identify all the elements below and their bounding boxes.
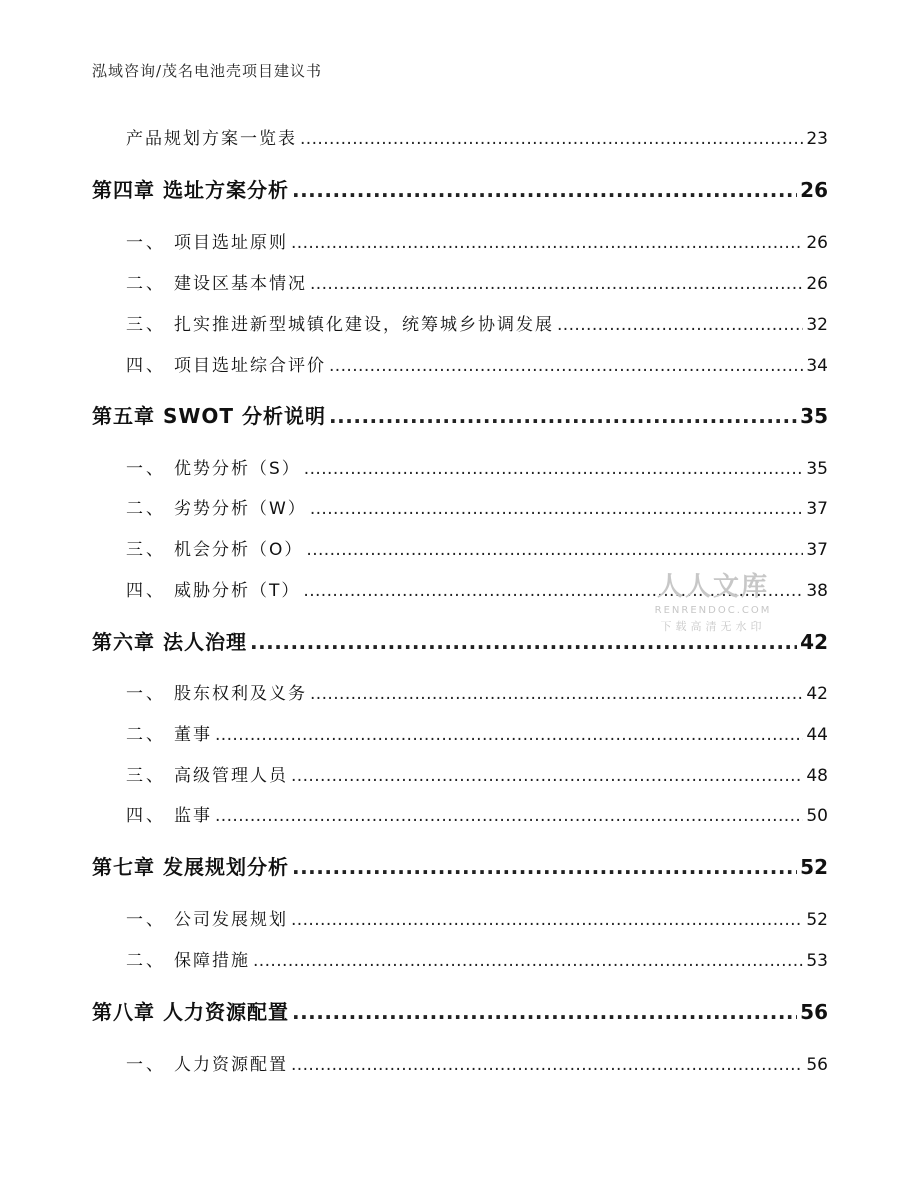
toc-entry-number: 四、: [126, 806, 166, 826]
toc-entry-number: 二、: [126, 499, 166, 519]
watermark-subtitle: 下载高清无水印: [660, 620, 766, 633]
toc-entry[interactable]: [126, 269, 828, 294]
toc-entry-label: 人力资源配置: [174, 1055, 288, 1075]
toc-entry[interactable]: [126, 1050, 828, 1075]
toc-entry-label: 扎实推进新型城镇化建设，统筹城乡协调发展: [174, 315, 554, 335]
toc-entry[interactable]: [126, 494, 828, 519]
toc-chapter[interactable]: [92, 851, 828, 880]
leader-dots: [291, 766, 803, 786]
toc-entry[interactable]: [126, 946, 828, 971]
toc-page-number: 53: [806, 951, 828, 971]
toc-entry[interactable]: [126, 720, 828, 745]
toc-entry-label: 威胁分析（T）: [174, 581, 301, 601]
toc-page-number: 50: [806, 806, 828, 826]
toc-page-number: 44: [806, 725, 828, 745]
toc-page-number: 26: [800, 178, 828, 202]
toc-entry-label: 项目选址原则: [174, 233, 288, 253]
leader-dots: [291, 1055, 803, 1075]
watermark-title: 人人文库: [656, 572, 769, 602]
leader-dots: [310, 684, 803, 704]
toc-page-number: 35: [800, 404, 828, 428]
leader-dots: [215, 806, 803, 826]
toc-entry-label: 建设区基本情况: [174, 274, 307, 294]
toc-entry-label: 产品规划方案一览表: [126, 129, 297, 149]
toc-page-number: 38: [806, 581, 828, 601]
toc-page-number: 52: [800, 855, 828, 879]
toc-entry[interactable]: [126, 761, 828, 786]
toc-page-number: 37: [806, 499, 828, 519]
toc-entry-number: 三、: [126, 315, 166, 335]
toc-chapter-title: 第六章 法人治理: [92, 630, 247, 654]
toc-entry-label: 监事: [174, 806, 212, 826]
toc-entry[interactable]: [126, 905, 828, 930]
toc-entry-number: 一、: [126, 684, 166, 704]
toc-entry-number: 一、: [126, 910, 166, 930]
toc-page-number: 34: [806, 356, 828, 376]
toc-page-number: 52: [806, 910, 828, 930]
toc-entry-label: 优势分析（S）: [174, 459, 301, 479]
toc-chapter-title: 第五章 SWOT 分析说明: [92, 404, 327, 428]
toc-entry-label: 机会分析（O）: [174, 540, 304, 560]
toc-entry-label: 项目选址综合评价: [174, 356, 326, 376]
toc-entry[interactable]: [126, 351, 828, 376]
leader-dots: [292, 178, 797, 202]
page-header: 泓域咨询/茂名电池壳项目建议书: [92, 62, 323, 80]
toc-page-number: 35: [806, 459, 828, 479]
toc-entry-number: 一、: [126, 459, 166, 479]
toc-page-number: 37: [806, 540, 828, 560]
leader-dots: [291, 233, 803, 253]
leader-dots: [292, 1000, 797, 1024]
toc-page-number: 42: [800, 630, 828, 654]
leader-dots: [310, 499, 804, 519]
toc-page-number: 56: [800, 1000, 828, 1024]
leader-dots: [310, 274, 803, 294]
toc-entry[interactable]: [126, 228, 828, 253]
watermark-url: RENRENDOC.COM: [654, 605, 772, 616]
toc-page-number: 26: [806, 274, 828, 294]
toc-entry-number: 三、: [126, 540, 166, 560]
toc-chapter-title: 第四章 选址方案分析: [92, 178, 289, 202]
toc-entry[interactable]: [126, 454, 828, 479]
leader-dots: [329, 356, 803, 376]
toc-entry-number: 一、: [126, 1055, 166, 1075]
leader-dots: [306, 540, 803, 560]
toc-entry-number: 一、: [126, 233, 166, 253]
leader-dots: [291, 910, 803, 930]
toc-entry-number: 三、: [126, 766, 166, 786]
leader-dots: [292, 855, 797, 879]
toc-page-number: 56: [806, 1055, 828, 1075]
toc-chapter-title: 第七章 发展规划分析: [92, 855, 289, 879]
toc-entry[interactable]: [126, 679, 828, 704]
toc-page-number: 32: [806, 315, 828, 335]
toc-chapter-title: 第八章 人力资源配置: [92, 1000, 289, 1024]
toc-entry-number: 二、: [126, 951, 166, 971]
leader-dots: [300, 129, 803, 149]
toc-entry-label: 董事: [174, 725, 212, 745]
toc-entry[interactable]: [126, 801, 828, 826]
toc-entry-label: 公司发展规划: [174, 910, 288, 930]
toc-entry-label: 高级管理人员: [174, 766, 288, 786]
toc-entry[interactable]: [126, 310, 828, 335]
toc-entry-number: 二、: [126, 274, 166, 294]
toc-page-number: 26: [806, 233, 828, 253]
leader-dots: [329, 404, 797, 428]
leader-dots: [253, 951, 803, 971]
leader-dots: [215, 725, 803, 745]
toc-page-number: 42: [806, 684, 828, 704]
toc-entry[interactable]: [126, 124, 828, 149]
leader-dots: [557, 315, 803, 335]
leader-dots: [304, 459, 804, 479]
toc-entry-label: 保障措施: [174, 951, 250, 971]
toc-entry[interactable]: [126, 535, 828, 560]
toc-entry-label: 劣势分析（W）: [174, 499, 307, 519]
toc-chapter[interactable]: [92, 996, 828, 1025]
toc-chapter[interactable]: [92, 400, 828, 429]
toc-page-number: 48: [806, 766, 828, 786]
watermark: [648, 566, 778, 634]
toc-entry-label: 股东权利及义务: [174, 684, 307, 704]
toc-entry-number: 四、: [126, 581, 166, 601]
toc-entry-number: 四、: [126, 356, 166, 376]
toc-page-number: 23: [806, 129, 828, 149]
toc-entry-number: 二、: [126, 725, 166, 745]
toc-chapter[interactable]: [92, 174, 828, 203]
